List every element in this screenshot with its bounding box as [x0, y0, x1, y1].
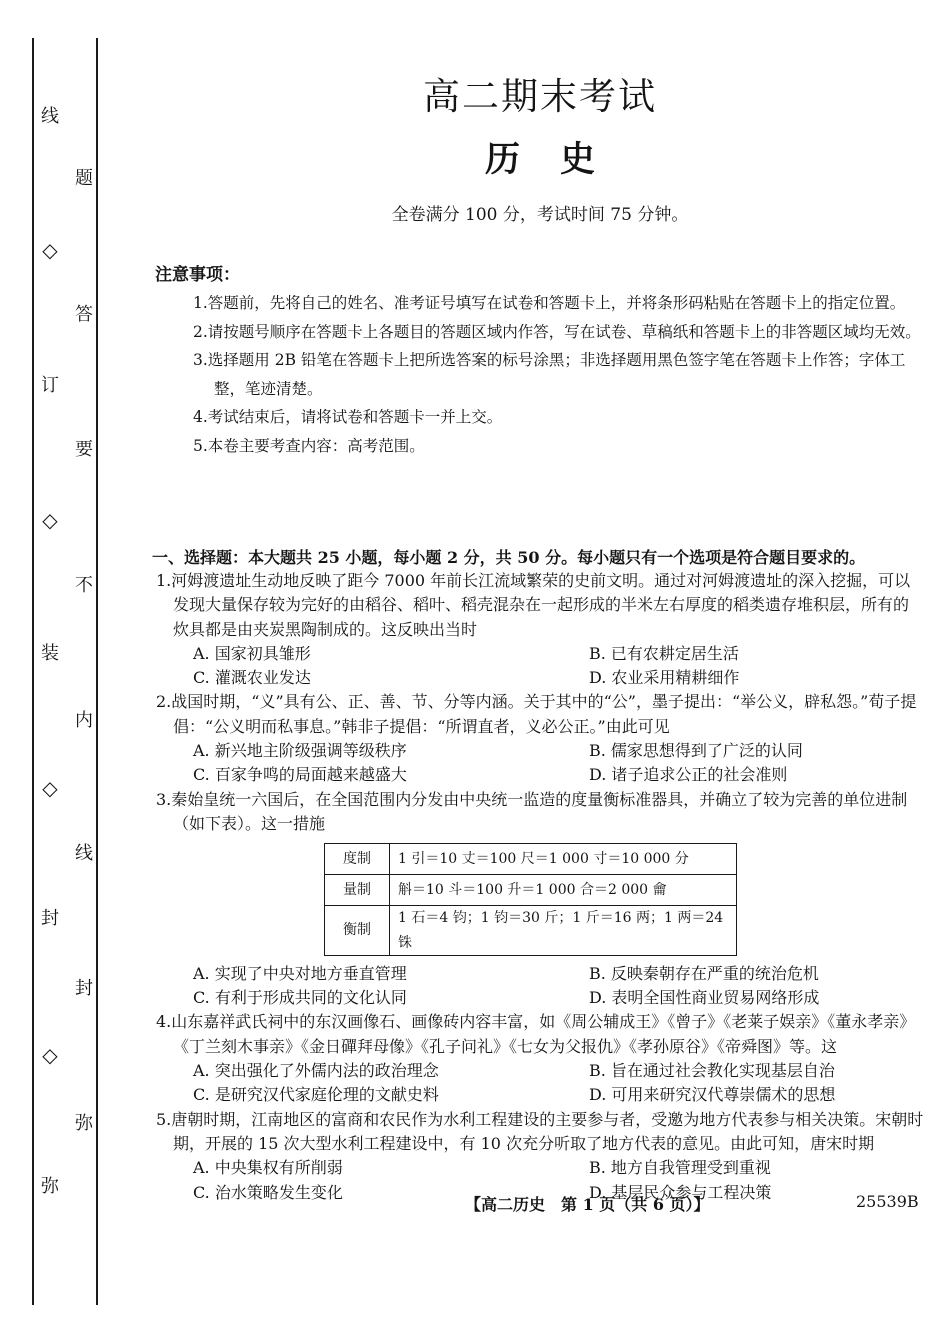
- option-d: D. 诸子追求公正的社会准则: [589, 765, 788, 785]
- binding-diamond-icon: ◇: [42, 238, 58, 262]
- binding-outer-char: 装: [41, 643, 59, 664]
- binding-outer-char: 封: [41, 908, 59, 929]
- binding-diamond-icon: ◇: [42, 1043, 58, 1067]
- question-text: 2.战国时期，“义”具有公、正、善、节、分等内涵。关于其中的“公”，墨子提出：“举公义，辟私怨。”荀子提倡：“公义明而私事息。”韩非子提倡：“所谓直者，义必公正。”由此可见: [156, 692, 917, 736]
- note-item: 1.答题前，先将自己的姓名、准考证号填写在试卷和答题卡上，并将条形码粘贴在答题卡上的指定位置。: [193, 294, 906, 312]
- binding-inner-char: 不: [75, 575, 93, 596]
- option-d: D. 农业采用精耕细作: [589, 668, 740, 688]
- question-list: [156, 569, 924, 1205]
- binding-line-outer: [32, 38, 34, 1305]
- binding-diamond-icon: ◇: [42, 508, 58, 532]
- table-cell-value: 斛＝10 斗＝100 升＝1 000 合＝2 000 龠: [390, 875, 737, 906]
- question-text: 1.河姆渡遗址生动地反映了距今 7000 年前长江流域繁荣的史前文明。通过对河姆渡遗址的深入挖掘，可以发现大量保存较为完好的由稻谷、稻叶、稻壳混杂在一起形成的半米左右厚度的稻类遗存堆积层，所有的炊具都是由夹炭黑陶制成的。这反映出当时: [156, 571, 911, 639]
- option-a: A. 实现了中央对地方垂直管理: [193, 963, 407, 983]
- question-text: 4.山东嘉祥武氏祠中的东汉画像石、画像砖内容丰富，如《周公辅成王》《曾子》《老莱子娱亲》《董永孝亲》《丁兰刻木事亲》《金日磾拜母像》《孔子问礼》《七女为父报仇》《孝孙原谷》《帝舜图》等。这: [156, 1012, 916, 1056]
- binding-inner-char: 内: [75, 710, 93, 731]
- question-4: [156, 1010, 924, 1107]
- binding-inner-char: 答: [75, 304, 93, 325]
- table-cell-value: 1 石＝4 钧；1 钧＝30 斤；1 斤＝16 两；1 两＝24 铢: [390, 906, 737, 956]
- question-5: [156, 1108, 924, 1205]
- section-heading: 一、选择题：本大题共 25 小题，每小题 2 分，共 50 分。每小题只有一个选项是符合题目要求的。: [152, 548, 866, 567]
- option-b: B. 地方自我管理受到重视: [589, 1158, 771, 1178]
- paper-code: 25539B: [856, 1192, 919, 1211]
- table-row: [325, 844, 737, 875]
- question-1: [156, 569, 924, 690]
- subject-title: 历史: [484, 139, 635, 180]
- binding-inner-char: 题: [75, 168, 93, 189]
- option-c: C. 有利于形成共同的文化认同: [193, 988, 407, 1008]
- option-c: C. 治水策略发生变化: [193, 1182, 343, 1202]
- table-cell-label: 度制: [325, 844, 390, 875]
- exam-title: 高二期末考试: [423, 75, 657, 118]
- option-a: A. 突出强化了外儒内法的政治理念: [193, 1061, 439, 1081]
- option-d: D. 表明全国性商业贸易网络形成: [589, 988, 820, 1008]
- option-b: B. 旨在通过社会教化实现基层自治: [589, 1061, 835, 1081]
- option-b: B. 反映秦朝存在严重的统治危机: [589, 963, 819, 983]
- option-d: D. 可用来研究汉代尊崇儒术的思想: [589, 1085, 836, 1105]
- binding-outer-char: 订: [41, 375, 59, 396]
- option-c: C. 百家争鸣的局面越来越盛大: [193, 765, 407, 785]
- option-c: C. 是研究汉代家庭伦理的文献史料: [193, 1085, 439, 1105]
- option-c: C. 灌溉农业发达: [193, 668, 311, 688]
- notes-heading: 注意事项：: [155, 265, 240, 285]
- note-item: 3.选择题用 2B 铅笔在答题卡上把所选答案的标号涂黑；非选择题用黑色签字笔在答题卡上作答；字体工整，笔迹清楚。: [193, 351, 906, 398]
- binding-outer-char: 弥: [41, 1176, 59, 1197]
- note-item: 2.请按题号顺序在答题卡上各题目的答题区域内作答，写在试卷、草稿纸和答题卡上的非答题区域均无效。: [193, 322, 921, 341]
- notes-list: [193, 289, 925, 460]
- option-a: A. 中央集权有所削弱: [193, 1158, 343, 1178]
- option-b: B. 儒家思想得到了广泛的认同: [589, 741, 803, 761]
- exam-meta: 全卷满分 100 分，考试时间 75 分钟。: [391, 205, 689, 225]
- option-d: D. 基层民众参与工程决策: [589, 1182, 772, 1202]
- question-options: [156, 642, 924, 691]
- question-2: [156, 690, 924, 787]
- binding-inner-char: 要: [75, 439, 93, 460]
- table-row: [325, 875, 737, 906]
- binding-inner-char: 线: [75, 843, 93, 864]
- binding-inner-char: 封: [75, 978, 93, 999]
- question-3: [156, 788, 924, 1011]
- binding-diamond-icon: ◇: [42, 776, 58, 800]
- measurement-table: [324, 843, 737, 956]
- binding-outer-char: 线: [41, 106, 59, 127]
- table-row: [325, 906, 737, 956]
- page-footer: 【高二历史 第 1 页（共 6 页）】: [465, 1195, 710, 1214]
- binding-line-inner: [96, 38, 98, 1305]
- binding-inner-char: 弥: [75, 1113, 93, 1134]
- question-options: [156, 962, 924, 1011]
- question-text: 5.唐朝时期，江南地区的富商和农民作为水利工程建设的主要参与者，受邀为地方代表参与相关决策。宋朝时期，开展的 15 次大型水利工程建设中，有 10 次充分听取了地方代表的意见。由此可知，唐宋时期: [156, 1109, 924, 1153]
- option-b: B. 已有农耕定居生活: [589, 643, 739, 663]
- question-options: [156, 739, 924, 788]
- table-cell-label: 量制: [325, 875, 390, 906]
- question-text: 3.秦始皇统一六国后，在全国范围内分发由中央统一监造的度量衡标准器具，并确立了较为完善的单位进制（如下表）。这一措施: [156, 789, 908, 833]
- question-options: [156, 1059, 924, 1108]
- table-cell-label: 衡制: [325, 906, 390, 956]
- note-item: 4.考试结束后，请将试卷和答题卡一并上交。: [193, 408, 503, 426]
- option-a: A. 新兴地主阶级强调等级秩序: [193, 741, 407, 761]
- table-cell-value: 1 引＝10 丈＝100 尺＝1 000 寸＝10 000 分: [390, 844, 737, 875]
- note-item: 5.本卷主要考查内容：高考范围。: [193, 436, 425, 455]
- option-a: A. 国家初具雏形: [193, 643, 311, 663]
